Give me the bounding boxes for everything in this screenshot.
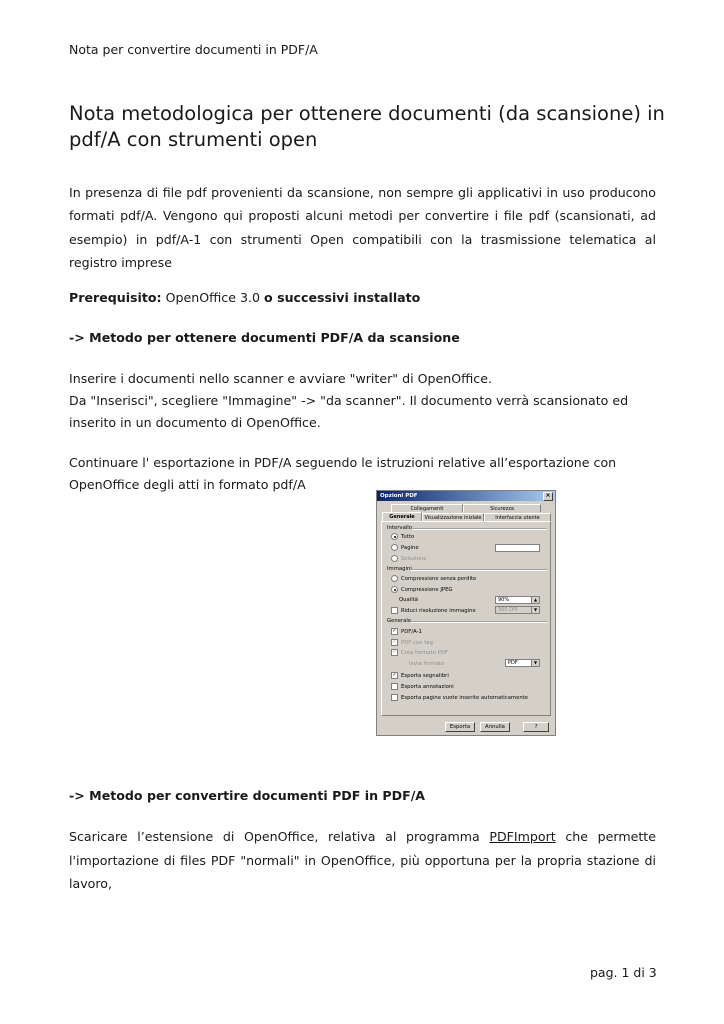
radio-pages[interactable]: Pagine [391,544,419,551]
checkbox-icon [391,607,398,614]
divider [411,569,547,571]
general-group-label: Generale [387,618,412,624]
checkbox-notes[interactable]: Esporta annotazioni [391,683,454,690]
instructions-line2: Da "Inserisci", scegliere "Immagine" -> "da scanner". Il documento verrà scansionato ed inserito in un documento di OpenOffice. [69,393,629,430]
chevron-down-icon: ▼ [531,660,539,666]
intro-paragraph: In presenza di file pdf provenienti da scansione, non sempre gli applicativi in uso producono formati pdf/A. Vengono qui proposti alcuni metodi per convertire i file pdf (scansionati, ad esempio) in pdf/A-1 con strumenti Open compatibili con la trasmissione telematica al registro imprese [69,185,656,270]
radio-selected-icon [391,533,398,540]
prerequisite-product: OpenOffice 3.0 [165,290,261,305]
submit-format-select[interactable]: PDF ▼ [505,659,540,667]
pdf-options-dialog [376,490,556,736]
tab-generale[interactable]: Generale [382,512,422,521]
tab-sicurezza[interactable]: Sicurezza [463,504,541,512]
radio-lossless[interactable]: Compressione senza perdite [391,575,476,582]
method1-heading: -> Metodo per ottenere documenti PDF/A da scansione [69,330,460,345]
checkbox-reduce-resolution[interactable]: Riduci risoluzione immagine [391,607,476,614]
checkbox-pdfa[interactable]: ✓ PDF/A-1 [392,628,422,635]
continue-line1: Continuare l' esportazione in PDF/A seguendo le istruzioni relative all’esportazione con [69,455,617,470]
instructions-line1: Inserire i documenti nello scanner e avviare "writer" di OpenOffice. [69,371,492,386]
submit-format-label: Invia formato [409,661,445,667]
tab-interfaccia[interactable]: Interfaccia utente [484,513,551,521]
quality-spinner[interactable]: 90% ▲ [495,596,540,604]
export-button[interactable]: Esporta [445,722,475,732]
radio-icon [391,544,398,551]
close-icon[interactable]: × [543,492,553,501]
page-number: pag. 1 di 3 [590,965,657,980]
download-paragraph: Scaricare l’estensione di OpenOffice, relativa al programma PDFImport che permette l'importazione di files PDF "normali" in OpenOffice, più opportuna per la propria stazione di lavoro, [69,829,656,891]
dialog-title: Opzioni PDF [380,493,418,499]
prerequisite-line [69,290,656,305]
resolution-select[interactable]: 300 DPI ▼ [495,606,540,614]
checkbox-icon [391,683,398,690]
checkbox-icon [391,694,398,701]
radio-jpeg[interactable]: Compressione JPEG [391,586,453,593]
radio-selected-icon [391,586,398,593]
pdfimport-link[interactable]: PDFImport [489,829,556,844]
radio-selection[interactable]: Selezione [391,555,426,562]
dialog-titlebar [377,491,555,501]
tab-collegamenti[interactable]: Collegamenti [391,504,463,512]
chevron-down-icon: ▼ [531,607,539,613]
radio-icon [391,575,398,582]
continue-block [69,452,656,496]
instructions-block [69,368,656,434]
check-icon: ✓ [392,639,397,645]
cancel-button[interactable]: Annulla [480,722,510,732]
method2-heading: -> Metodo per convertire documenti PDF in PDF/A [69,788,426,803]
pages-input[interactable] [495,544,540,552]
checkbox-create-form[interactable]: ✓ Crea formato PDF [392,649,448,656]
check-icon: ✓ [392,628,397,634]
checkbox-tagged[interactable]: ✓ PDF con tag [392,639,433,646]
spin-arrows-icon[interactable]: ▲ [531,597,539,603]
radio-icon [391,555,398,562]
check-icon: ✓ [392,649,397,655]
quality-label: Qualità [399,597,419,603]
prerequisite-suffix: o successivi installato [264,290,421,305]
tab-visualizzazione[interactable]: Visualizzazione iniziale [422,513,484,521]
interval-group-label: Intervallo [387,525,412,531]
checkbox-bookmarks[interactable]: ✓ Esporta segnalibri [392,672,449,679]
divider [413,528,547,530]
page-header: Nota per convertire documenti in PDF/A [69,42,318,57]
check-icon: ✓ [392,672,397,678]
document-title: Nota metodologica per ottenere documenti (da scansione) in pdf/A con strumenti open [69,102,665,151]
help-button[interactable]: ? [523,722,549,732]
divider [411,621,547,623]
continue-line2: OpenOffice degli atti in formato pdf/A [69,477,306,492]
radio-all[interactable]: Tutto [391,533,414,540]
checkbox-blank-pages[interactable]: Esporta pagine vuote inserite automaticamente [391,694,528,701]
prerequisite-label: Prerequisito: [69,290,162,305]
images-group-label: Immagini [387,566,412,572]
